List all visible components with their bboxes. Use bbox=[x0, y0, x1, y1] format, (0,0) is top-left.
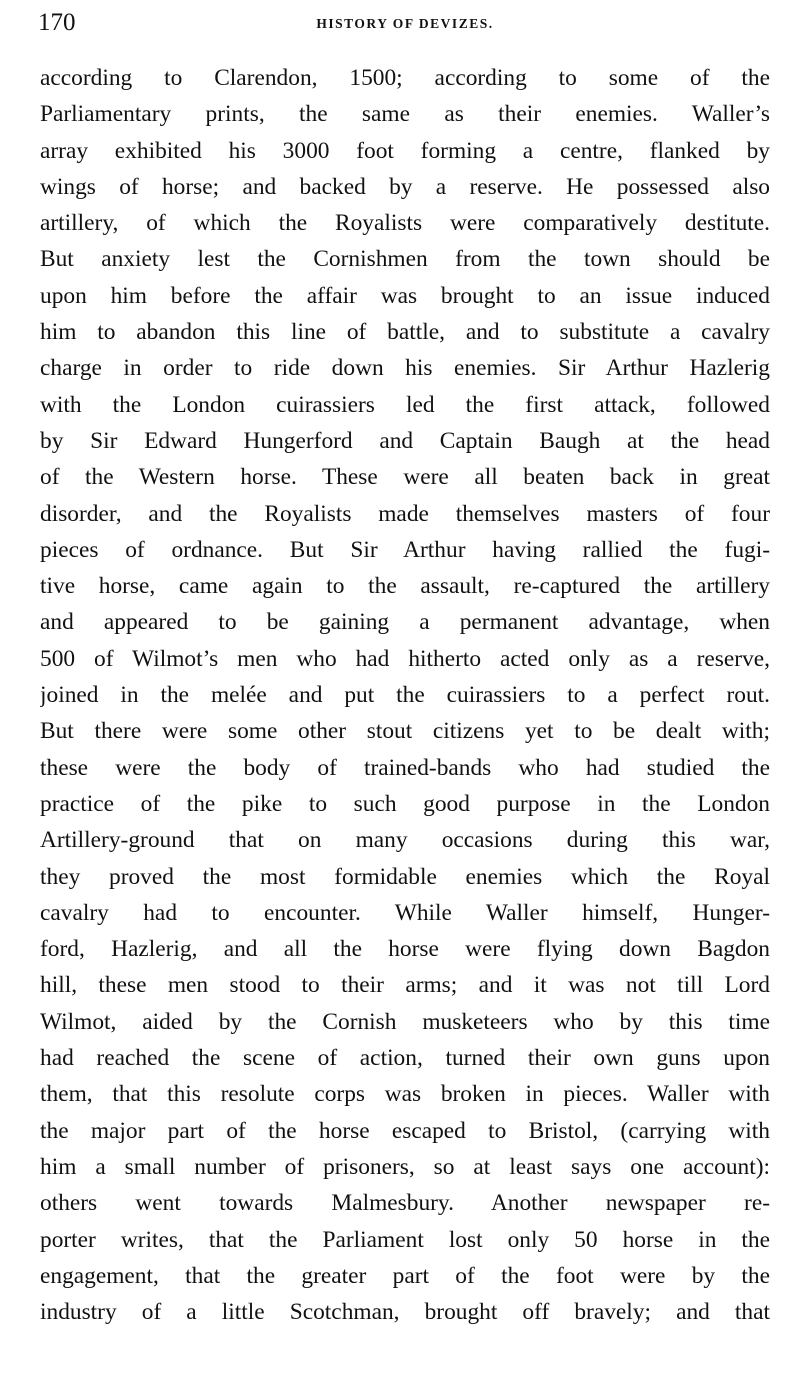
text-line: others went towards Malmesbury. Another newspaper re- bbox=[40, 1190, 770, 1217]
text-line: charge in order to ride down his enemies. Sir Arthur Hazlerig bbox=[40, 355, 770, 382]
text-line: of the Western horse. These were all beaten back in great bbox=[40, 464, 770, 491]
text-line: wings of horse; and backed by a reserve. He possessed also bbox=[40, 173, 770, 200]
body-paragraph bbox=[40, 60, 770, 1330]
page-number: 170 bbox=[38, 9, 76, 36]
text-line: Parliamentary prints, the same as their enemies. Waller’s bbox=[40, 101, 770, 128]
text-line: they proved the most formidable enemies which the Royal bbox=[40, 863, 770, 890]
text-line: porter writes, that the Parliament lost only 50 horse in the bbox=[40, 1226, 770, 1253]
text-line: practice of the pike to such good purpose in the London bbox=[40, 790, 770, 817]
text-line: cavalry had to encounter. While Waller himself, Hunger- bbox=[40, 899, 770, 926]
text-line: joined in the melée and put the cuirassiers to a perfect rout. bbox=[40, 682, 770, 709]
text-line: and appeared to be gaining a permanent advantage, when bbox=[40, 609, 770, 636]
text-line: Wilmot, aided by the Cornish musketeers who by this time bbox=[40, 1008, 770, 1035]
text-line: industry of a little Scotchman, brought off bravely; and that bbox=[40, 1299, 770, 1326]
page-header bbox=[38, 6, 772, 42]
text-line: upon him before the affair was brought to an issue induced bbox=[40, 282, 770, 309]
text-line: engagement, that the greater part of the foot were by the bbox=[40, 1262, 770, 1289]
text-line: But anxiety lest the Cornishmen from the town should be bbox=[40, 246, 770, 273]
text-line: by Sir Edward Hungerford and Captain Baugh at the head bbox=[40, 427, 770, 454]
text-line: artillery, of which the Royalists were comparatively destitute. bbox=[40, 210, 770, 237]
text-line: disorder, and the Royalists made themselves masters of four bbox=[40, 500, 770, 527]
text-line: these were the body of trained-bands who had studied the bbox=[40, 754, 770, 781]
text-line: pieces of ordnance. But Sir Arthur having rallied the fugi- bbox=[40, 536, 770, 563]
text-line: tive horse, came again to the assault, re-captured the artillery bbox=[40, 573, 770, 600]
text-line: Artillery-ground that on many occasions during this war, bbox=[40, 827, 770, 854]
text-line: hill, these men stood to their arms; and it was not till Lord bbox=[40, 972, 770, 999]
text-line: with the London cuirassiers led the first attack, followed bbox=[40, 391, 770, 418]
text-line: 500 of Wilmot’s men who had hitherto acted only as a reserve, bbox=[40, 645, 770, 672]
text-line: had reached the scene of action, turned their own guns upon bbox=[40, 1045, 770, 1072]
text-line: But there were some other stout citizens yet to be dealt with; bbox=[40, 718, 770, 745]
text-line: ford, Hazlerig, and all the horse were flying down Bagdon bbox=[40, 936, 770, 963]
text-line: them, that this resolute corps was broken in pieces. Waller with bbox=[40, 1081, 770, 1108]
text-line: according to Clarendon, 1500; according to some of the bbox=[40, 65, 770, 91]
running-title: HISTORY OF DEVIZES. bbox=[316, 16, 494, 31]
text-line: array exhibited his 3000 foot forming a centre, flanked by bbox=[40, 137, 770, 164]
text-line: him to abandon this line of battle, and to substitute a cavalry bbox=[40, 319, 770, 346]
text-line: the major part of the horse escaped to Bristol, (carrying with bbox=[40, 1117, 770, 1144]
text-line: him a small number of prisoners, so at least says one account): bbox=[40, 1153, 770, 1180]
